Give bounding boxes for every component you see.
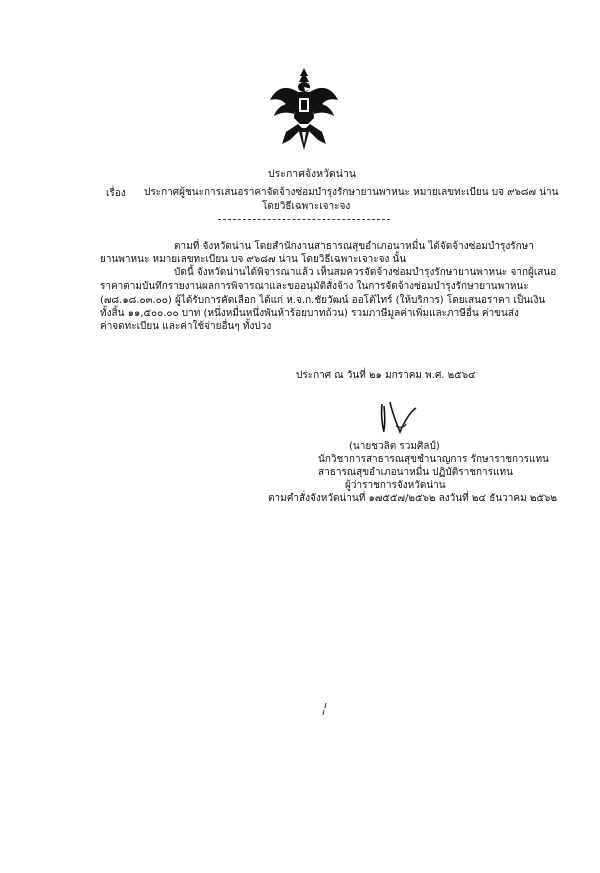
divider-rule (218, 219, 390, 220)
body-line-5: (๗๘.๑๘.๐๓.๐๐) ผู้ได้รับการคัดเลือก ได้แก่ ห.จ.ก.ชัยวัฒน์ ออโต้ไทร์ (ให้บริการ) โดยเสนอราคา เป็นเงิน (100, 295, 546, 306)
signer-position-1: นักวิชาการสาธารณสุขชำนาญการ รักษาราชการแทน (318, 454, 549, 465)
body-line-7: ค่าจดทะเบียน และค่าใช้จ่ายอื่นๆ ทั้งปวง (100, 321, 272, 332)
announcement-date: ประกาศ ณ วันที่ ๒๑ มกราคม พ.ศ. ๒๕๖๔ (296, 370, 476, 381)
subject-label: เรื่อง (106, 188, 126, 199)
order-reference: ตามคำสั่งจังหวัดน่านที่ ๑๗๕๕๗/๒๕๖๒ ลงวันที่ ๒๔ ธันวาคม ๒๕๖๒ (268, 493, 557, 504)
body-line-4: ราคาตามบันทึกรายงานผลการพิจารณาและขออนุมัติสั่งจ้าง ในการจัดจ้างซ่อมบำรุงรักษายานพาหนะ (100, 281, 529, 292)
pen-mark-icon (320, 702, 330, 716)
body-line-3: บัดนี้ จังหวัดน่านได้พิจารณาแล้ว เห็นสมควรจัดจ้างซ่อมบำรุงรักษายานพาหนะ จากผู้เสนอ (174, 267, 557, 278)
signer-position-2: สาธารณสุขอำเภอนาหมื่น ปฏิบัติราชการแทน (318, 467, 513, 478)
body-line-1: ตามที่ จังหวัดน่าน โดยสำนักงานสาธารณสุขอำเภอนาหมื่น ได้จัดจ้างซ่อมบำรุงรักษา (174, 241, 534, 252)
subject-line-1: ประกาศผู้ชนะการเสนอราคาจัดจ้างซ่อมบำรุงรักษายานพาหนะ หมายเลขทะเบียน บจ ๙๖๘๗ น่าน (144, 187, 559, 198)
body-line-2: ยานพาหนะ หมายเลขทะเบียน บจ ๙๖๘๗ น่าน โดยวิธีเฉพาะเจาะจง นั้น (100, 254, 407, 265)
signer-position-3: ผู้ว่าราชการจังหวัดน่าน (345, 480, 446, 491)
handwritten-signature (376, 398, 420, 438)
subject-line-2: โดยวิธีเฉพาะเจาะจง (262, 201, 351, 212)
signer-name: (นายชวลิต รวมศิลป์) (349, 441, 440, 452)
document-title: ประกาศจังหวัดน่าน (268, 168, 357, 180)
garuda-emblem-icon (268, 66, 340, 152)
body-line-6: ทั้งสิ้น ๑๑,๕๐๐.๐๐ บาท (หนึ่งหมื่นหนึ่งพันห้าร้อยบาทถ้วน) รวมภาษีมูลค่าเพิ่มและภาษีอื่น ค่าขนส่ง (100, 308, 519, 319)
